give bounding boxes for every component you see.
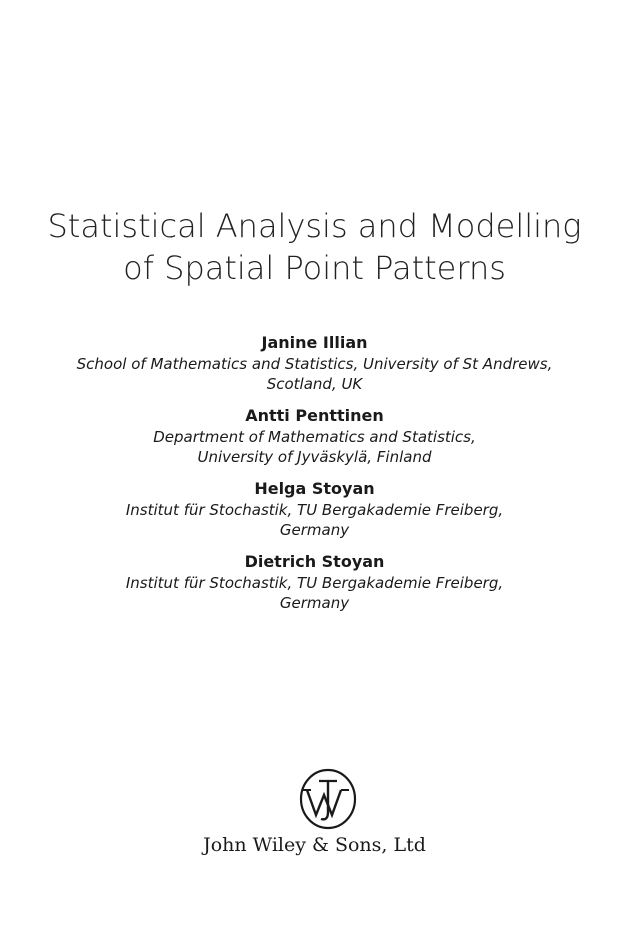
author-affiliation-line: Institut für Stochastik, TU Bergakademie Freiberg, (125, 574, 504, 592)
author-affiliation-line: Germany (279, 521, 350, 539)
book-title-line-1: Statistical Analysis and Modelling (47, 207, 582, 245)
author-entry (0, 550, 629, 613)
author-name: Dietrich Stoyan (244, 552, 385, 571)
author-affiliation-line: University of Jyväskylä, Finland (197, 448, 432, 466)
author-name: Helga Stoyan (254, 479, 375, 498)
author-affiliation-line: Scotland, UK (266, 375, 363, 393)
author-affiliation-line: Germany (279, 594, 350, 612)
book-title (0, 205, 629, 289)
author-entry (0, 477, 629, 540)
publisher-name: John Wiley & Sons, Ltd (203, 834, 426, 856)
author-entry (0, 404, 629, 467)
author-name: Janine Illian (261, 333, 368, 352)
wiley-logo-icon (297, 768, 359, 830)
author-list (0, 331, 629, 623)
author-affiliation-line: Department of Mathematics and Statistics, (153, 428, 476, 446)
author-affiliation-line: School of Mathematics and Statistics, University of St Andrews, (76, 355, 553, 373)
author-name: Antti Penttinen (245, 406, 384, 425)
author-entry (0, 331, 629, 394)
book-title-line-2: of Spatial Point Patterns (123, 249, 506, 287)
author-affiliation-line: Institut für Stochastik, TU Bergakademie Freiberg, (125, 501, 504, 519)
